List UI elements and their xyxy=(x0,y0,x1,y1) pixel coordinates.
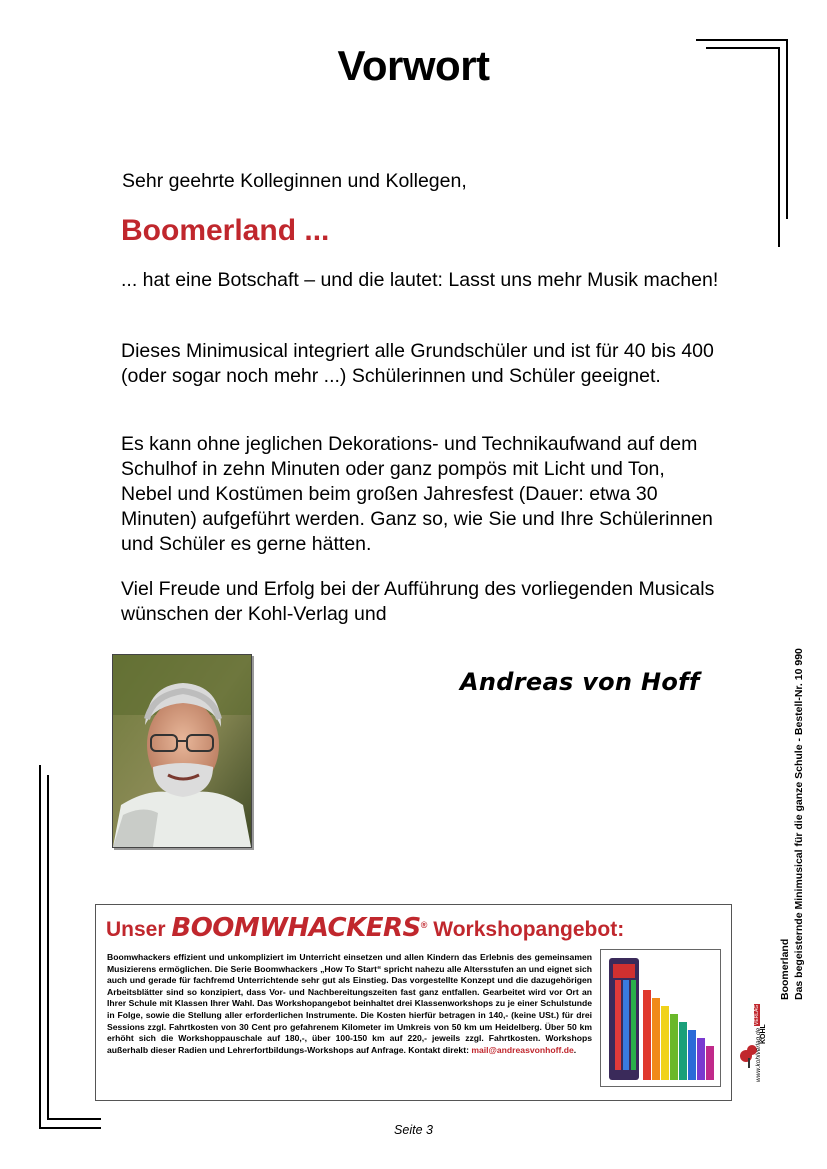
paragraph-2: Dieses Minimusical integriert alle Grundschüler und ist für 40 bis 400 (oder sogar noch mehr ...) Schülerinnen und Schüler geeignet. xyxy=(121,340,714,387)
paragraph-3: Es kann ohne jeglichen Dekorations- und Technikaufwand auf dem Schulhof in zehn Minuten oder ganz pompös mit Licht und Ton, Nebel und Kostümen beim großen Jahresfest (Dauer: etwa 30 Minuten) aufgeführt werden. Ganz so, wie Sie und Ihre Schülerinnen und Schüler es gerne hätten. xyxy=(121,433,713,555)
boomwhackers-image xyxy=(600,949,721,1087)
kohl-badge: VERLAG xyxy=(754,1004,760,1025)
registered-mark: ® xyxy=(420,920,428,930)
highlight-title: Boomerland ... xyxy=(121,214,330,247)
greeting: Sehr geehrte Kolleginnen und Kollegen, xyxy=(122,170,467,192)
page-number: Seite 3 xyxy=(394,1123,433,1137)
boomwhackers-brand: BOOMWHACKERS xyxy=(171,913,421,943)
workshop-end: . xyxy=(573,1044,577,1055)
workshop-body: Boomwhackers effizient und unkompliziert im Unterricht einsetzen und allen Kindern das Erlebnis des gemeinsamen Musizierens ermöglichen. Die Serie Boomwhackers „How To Start“ spricht nahezu alle Altersstufen an und eignet sich auch und gerade für fachfremd Unterrichtende sehr gut als Einstieg. Das vorgestellte Konzept und die dazugehörigen Arbeitsblätter sind so konzipiert, dass Vor- und Nachbereitungszeiten fast ganz entfallen. Gearbeitet wird vor Ort an Ihrer Schule mit Klassen Ihrer Wahl. Das Workshopangebot beinhaltet drei Klassenworkshops zu je einer Schulstunde in Folge, sowie die Stellung aller erforderlichen Instrumente. Die Kosten hierfür betragen in 140,- (keine USt.) für drei Sessions zzgl. Fahrtkosten von 30 Cent pro gefahrenem Kilometer im Umkreis von 50 km um Heidelberg. Über 50 km erhöht sich die Workshoppauschale auf 180,-, über 100-150 km auf 220,- jeweils zzgl. Fahrtkosten. Workshops außerhalb dieser Radien und Lehrerfortbildungs-Workshops auf Anfrage. Kontakt direkt: xyxy=(107,952,592,1055)
workshop-box xyxy=(95,904,732,1101)
paragraph-4: Viel Freude und Erfolg bei der Aufführung des vorliegenden Musicals wünschen der Kohl-Verlag und xyxy=(121,578,715,625)
portrait-image xyxy=(113,655,251,847)
workshop-heading-suffix: Workshopangebot: xyxy=(433,918,625,941)
boomwhacker-tubes-icon xyxy=(601,950,720,1086)
sidebar-subtitle: Das begeisternde Minimusical für die ganze Schule - Bestell-Nr. 10 990 xyxy=(793,648,805,1000)
contact-email-link[interactable]: mail@andreasvonhoff.de xyxy=(471,1044,574,1055)
workshop-heading xyxy=(106,913,624,943)
author-name: Andreas von Hoff xyxy=(460,668,700,696)
author-photo xyxy=(112,654,252,848)
kohl-publisher-name: KOHL xyxy=(760,1024,767,1044)
sidebar-vertical-text xyxy=(778,648,806,1000)
workshop-text xyxy=(107,952,592,1056)
workshop-heading-prefix: Unser xyxy=(106,918,166,941)
bottom-left-line-h2 xyxy=(47,1118,101,1120)
kohl-website[interactable]: www.kohlverlag.de xyxy=(755,1027,762,1082)
sidebar-title: Boomerland xyxy=(779,938,791,1000)
top-right-line-h1 xyxy=(696,39,787,41)
bottom-left-line-v2 xyxy=(47,775,49,1119)
page-title: Vorwort xyxy=(337,42,490,89)
bottom-left-line-v1 xyxy=(39,765,41,1129)
paragraph-1: ... hat eine Botschaft – und die lautet: Lasst uns mehr Musik machen! xyxy=(121,269,719,291)
